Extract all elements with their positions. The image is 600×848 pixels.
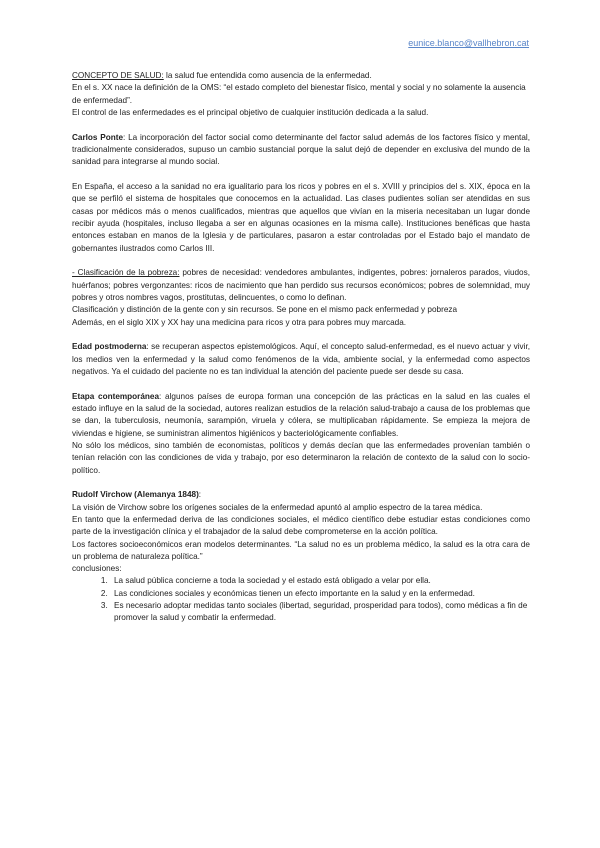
list-item: 2. Las condiciones sociales y económicas tienen un efecto importante en la salud y en la enfermedad. xyxy=(110,588,530,600)
list-item: 1. La salud pública concierne a toda la sociedad y el estado está obligado a velar por ella. xyxy=(110,575,530,587)
section-espana: En España, el acceso a la sanidad no era igualitario para los ricos y pobres en el s. XVIII y principios del s. XIX, época en la que se perfiló el sistema de hospitales que conocemos en la actualidad. Las clases pudientes solían ser atendidas en sus casas por médicos más o menos cualificados, mientras que aquellos que vivían en la miseria necesitaban un lugar donde recibir ayuda (hospitales, incluso llegaba a ser en algunas ocasiones en la misma calle). Instituciones benéficas que hasta entonces estaban en manos de la Iglesia y de particulares, pasaron a estar controladas por el Estado bajo el mandato de gobernantes ilustrados como Carlos III. xyxy=(72,182,530,253)
contemporanea-title: Etapa contemporánea xyxy=(72,391,160,401)
postmoderna-text: : se recuperan aspectos epistemológicos. Aquí, el concepto salud-enfermedad, es el nuevo actuar y vivir, los medios ven la enfermedad y la salud como fenómenos de la vida, ambiente social, y la enfermedad como aspectos negativos. Ya el cuidado del paciente no es tan individual la atención del paciente puede ser desde su casa. xyxy=(72,342,531,376)
ponte-text: : La incorporación del factor social como determinante del factor salud además de los factores físico y mental, tradicionalmente considerados, supuso un cambio sustancial porque la salut dejó de depender en exclusiva del mundo de la sanidad para integrarse al mundo social. xyxy=(72,132,530,167)
pobreza-text: pobres de necesidad: vendedores ambulantes, indigentes, pobres: jornaleros parados, viudos, huérfanos; pobres vergonzantes: ricos de nacimiento que han perdido sus recursos económicos; pobres de solemnidad, muy pobres y otros nombres vagos, prostitutas, delincuentes, o como lo definan. xyxy=(72,268,530,302)
document-body xyxy=(72,70,530,625)
virchow-colon: : xyxy=(198,490,202,500)
virchow-paragraph-1: La visión de Virchow sobre los orígenes sociales de la enfermedad apuntó al amplio espectro de la tarea médica. xyxy=(72,502,483,512)
pobreza-title: - Clasificación de la pobreza: xyxy=(72,268,180,278)
contemporanea-line-2: No sólo los médicos, sino también de economistas, políticos y demás decían que las enfermedades provenían también o tenían relación con las condiciones de vida y trabajo, por eso determinaron la relación de contexto de la salud con lo socio-político. xyxy=(72,440,530,475)
list-item: 3. Es necesario adoptar medidas tanto sociales (libertad, seguridad, prosperidad para todos), como médicas a fin de promover la salud y combatir la enfermedad. xyxy=(110,600,530,625)
section-clasificacion-pobreza xyxy=(72,267,530,328)
postmoderna-title: Edad postmoderna xyxy=(72,342,147,352)
pobreza-line-2: Clasificación y distinción de la gente con y sin recursos. Se pone en el mismo pack enfermedad y pobreza xyxy=(72,305,458,315)
concepto-line-2: En el s. XX nace la definición de la OMS: “el estado completo del bienestar físico, mental y social y no solamente la ausencia de enfermedad”. xyxy=(72,83,526,105)
conclusiones-list xyxy=(72,575,530,624)
virchow-conclusiones-label: conclusiones: xyxy=(72,564,122,574)
section-rudolf-virchow xyxy=(72,489,530,624)
virchow-paragraph-3: Los factores socioeconómicos eran modelos determinantes. “La salud no es un problema médico, la salud es la otra cara de un problema de naturaleza política.” xyxy=(72,539,530,561)
ponte-name: Carlos Ponte xyxy=(72,132,124,142)
section-edad-postmoderna xyxy=(72,341,530,378)
pobreza-line-3: Además, en el siglo XIX y XX hay una medicina para ricos y otra para pobres muy marcada. xyxy=(72,317,407,327)
author-email-link[interactable]: eunice.blanco@vallhebron.cat xyxy=(408,38,529,48)
section-carlos-ponte xyxy=(72,132,530,169)
contemporanea-text: : algunos países de europa forman una concepción de las prácticas en la salud en las cuales el estado influye en la salud de la sociedad, autores realizan estudios de la relación salud-trabajo a causa de los problemas que se dan, la tuberculosis, neumonía, sarampión, viruela y cólera, se multiplicaban rápidamente. Se empieza la mejora de viviendas e higiene, se suministran alimentos higiénicos y bacteriológicamente confiables. xyxy=(72,391,530,438)
section-etapa-contemporanea xyxy=(72,391,530,477)
concepto-title: CONCEPTO DE SALUD: xyxy=(72,71,164,80)
concepto-line-3: El control de las enfermedades es el principal objetivo de cualquier institución dedicada a la salud. xyxy=(72,107,429,117)
virchow-paragraph-2: En tanto que la enfermedad deriva de las condiciones sociales, el médico científico debe estudiar estas condiciones como parte de la investigación clínica y el trabajador de la salud debe comprometerse en la acción política. xyxy=(72,514,530,537)
concepto-line-1: la salud fue entendida como ausencia de la enfermedad. xyxy=(163,71,372,80)
section-concepto-salud xyxy=(72,70,530,119)
virchow-title: Rudolf Virchow (Alemanya 1848) xyxy=(72,490,199,500)
